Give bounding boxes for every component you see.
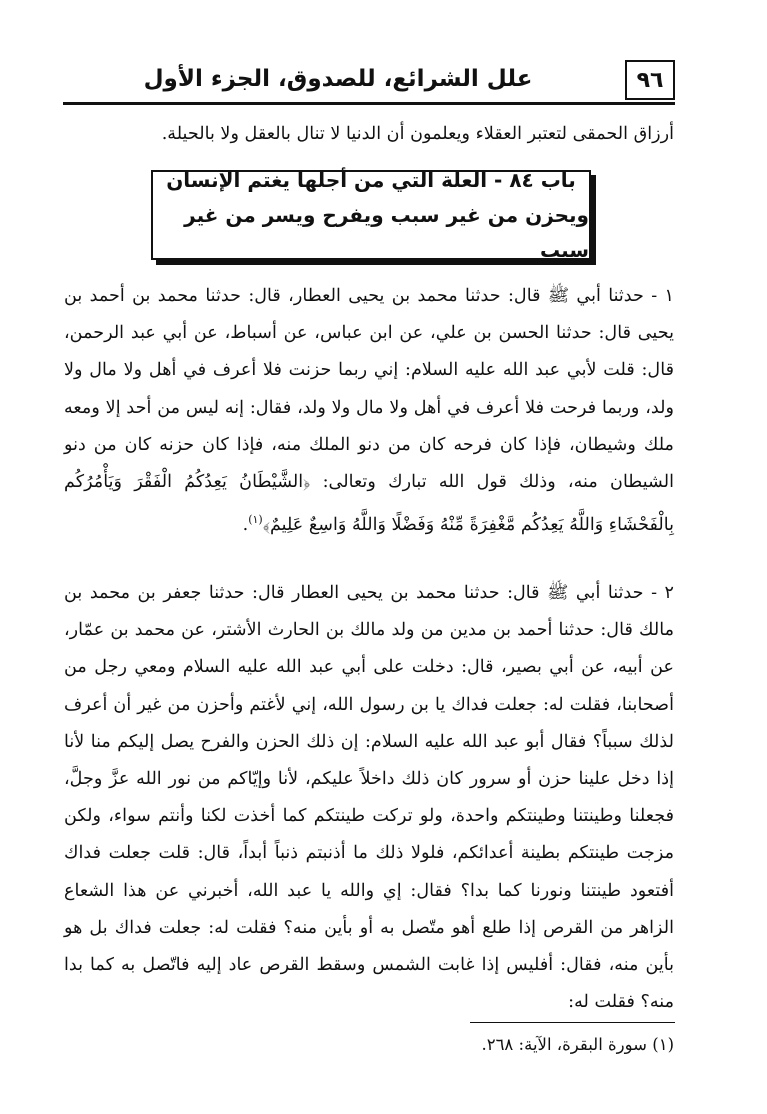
footnote-rule — [470, 1022, 675, 1023]
footnote-reference[interactable]: (١) — [248, 513, 263, 527]
footnote: (١) سورة البقرة، الآية: ٢٦٨. — [481, 1035, 674, 1054]
chapter-heading-box — [151, 167, 591, 262]
hadith-1-paragraph — [64, 278, 674, 544]
header-rule — [63, 102, 675, 105]
hadith-2-paragraph: ٢ - حدثنا أبي ﷺ قال: حدثنا محمد بن يحيى العطار قال: حدثنا جعفر بن محمد بن مالك قال: حدثنا أحمد بن مدين من ولد مالك بن الحارث الأشتر، عن محمد بن عمّار، عن أبيه، عن أبي بصير، قال: دخلت على أبي عبد الله عليه السلام ومعي رجل من أصحابنا، فقلت له: جعلت فداك يا بن رسول الله، إني لأغتم وأحزن من غير أن أعرف لذلك سبباً؟ فقال أبو عبد الله عليه السلام: إن ذلك الحزن والفرح يصل إليكم منا لأنا إذا دخل علينا حزن أو سرور كان ذلك داخلاً عليكم، لأنا وإيّاكم من نور الله عزَّ وجلَّ، فجعلنا وطينتنا وطينتكم واحدة، ولو تركت طينتكم كما أخذت لكنا وأنتم سواء، ولكن مزجت طينتكم بطينة أعدائكم، فلولا ذلك ما أذنبتم ذنباً أبداً، قال: قلت جعلت فداك أفتعود طينتنا ونورنا كما بدا؟ فقال: إي والله يا عبد الله، أخبرني عن هذا الشعاع الزاهر من القرص إذا طلع أهو متّصل به أو بأين منه؟ فقلت له: جعلت فداك بل هو بأين منه، فقال: أفليس إذا غابت الشمس وسقط القرص عاد إليه فاتّصل به كما بدا منه؟ فقلت له: — [64, 583, 674, 1013]
chapter-heading-line-2: ويحزن من غير سبب ويفرح ويسر من غير سبب — [184, 202, 589, 262]
intro-line: أرزاق الحمقى لتعتبر العقلاء ويعلمون أن الدنيا لا تنال بالعقل ولا بالحيلة. — [161, 124, 674, 144]
page-header — [63, 52, 675, 104]
page-number: ٩٦ — [625, 60, 675, 100]
hadith-1-end: . — [242, 515, 249, 536]
chapter-heading-line-1: باب ٨٤ - العلة التي من أجلها يغتم الإنسان — [166, 167, 576, 192]
running-title: علل الشرائع، للصدوق، الجزء الأول — [143, 66, 533, 92]
hadith-1-text: ١ - حدثنا أبي ﷺ قال: حدثنا محمد بن يحيى العطار، قال: حدثنا محمد بن أحمد بن يحيى قال: حدثنا الحسن بن علي، عن ابن عباس، عن أسباط، عن أبي عبد الرحمن، قال: قلت لأبي عبد الله عليه السلام: إني ربما حزنت فلا أعرف في أهل ولا مال ولا ولد، وربما فرحت فلا أعرف في أهل ولا مال ولا ولد، فقال: إنه ليس من أحد إلا ومعه ملك وشيطان، فإذا كان فرحه كان من دنو الملك منه، فإذا كان حزنه كان من دنو الشيطان منه، وذلك قول الله تبارك وتعالى: ﴿الشَّيْطَانُ يَعِدُكُمُ الْفَقْرَ وَيَأْمُرُكُم بِالْفَحْشَاءِ وَاللَّهُ يَعِدُكُم مَّغْفِرَةً مِّنْهُ وَفَضْلًا وَاللَّهُ وَاسِعٌ عَلِيمٌ﴾ — [64, 286, 674, 536]
